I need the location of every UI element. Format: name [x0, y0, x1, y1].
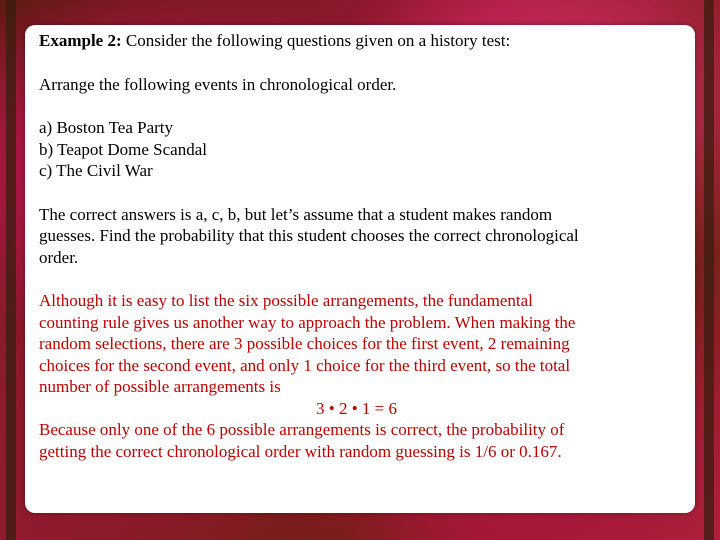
slide-content — [39, 30, 684, 462]
solution-line: choices for the second event, and only 1 choice for the third event, so the total — [39, 355, 571, 375]
question-line: order. — [39, 247, 79, 267]
event-item: b) Teapot Dome Scandal — [39, 139, 207, 159]
question-line: The correct answers is a, c, b, but let’s assume that a student makes random — [39, 204, 553, 224]
equation: 3 • 2 • 1 = 6 — [316, 398, 397, 418]
conclusion-line: Because only one of the 6 possible arrangements is correct, the probability of — [39, 420, 565, 439]
conclusion-line: getting the correct chronological order with random guessing is 1/6 or 0.167. — [39, 441, 562, 461]
event-item: a) Boston Tea Party — [39, 118, 173, 137]
example-label: Example 2: — [39, 31, 122, 50]
solution-line: random selections, there are 3 possible choices for the first event, 2 remaining — [39, 334, 570, 353]
intro-line — [39, 30, 684, 52]
intro-text: Consider the following questions given on a history test: — [125, 31, 511, 50]
background-tree-trunk — [704, 0, 714, 540]
event-item: c) The Civil War — [39, 161, 153, 180]
solution-line: counting rule gives us another way to approach the problem. When making the — [39, 312, 576, 332]
solution-line: number of possible arrangements is — [39, 377, 281, 396]
question-line: guesses. Find the probability that this student chooses the correct chronological — [39, 226, 579, 245]
background-tree-trunk — [6, 0, 16, 540]
solution-line: Although it is easy to list the six possible arrangements, the fundamental — [39, 291, 533, 310]
instruction-text: Arrange the following events in chronological order. — [39, 74, 397, 94]
